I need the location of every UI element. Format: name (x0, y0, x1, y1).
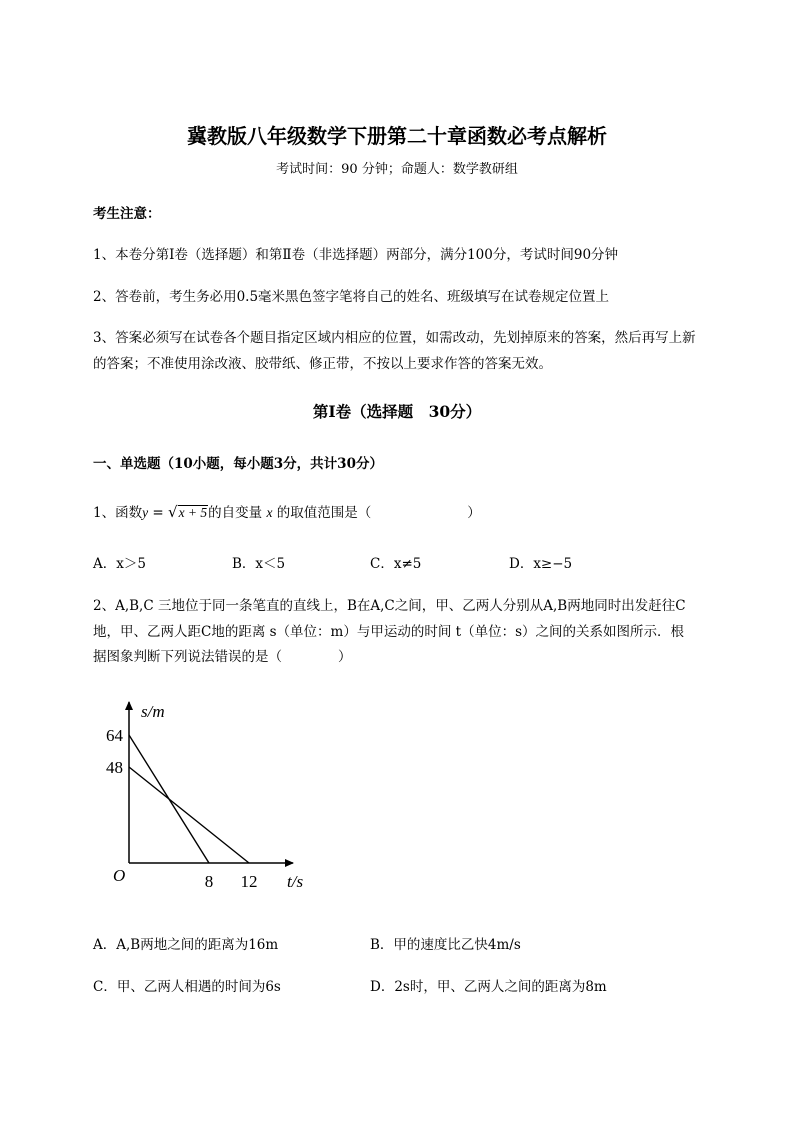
q1-y: y (142, 505, 149, 520)
q1-mid: 的自变量 (208, 505, 263, 521)
distance-time-graph (95, 695, 325, 900)
x-tick-label: 8 (204, 872, 214, 891)
part-heading: 一、单选题（10小题，每小题3分，共计30分） (93, 456, 383, 472)
q1-option-a: A．x＞5 (93, 556, 146, 572)
q1-option-d: D．x≥−5 (509, 556, 573, 572)
q2-line-1: 2、A,B,C 三地位于同一条笔直的直线上，B在A,C之间，甲、乙两人分别从A,B两地同时出发赶往C (93, 598, 686, 614)
q1-x: x (266, 505, 273, 520)
x-tick-label: 12 (240, 872, 258, 891)
x-axis-label: t/s (287, 872, 304, 891)
q1-close: ） (467, 505, 481, 521)
q1-eq: = (148, 505, 168, 521)
q2-option-d: D．2s时，甲、乙两人之间的距离为8m (370, 979, 607, 995)
y-axis-label: s/m (141, 702, 165, 721)
q2-option-a: A．A,B两地之间的距离为16m (93, 937, 279, 953)
question-1 (93, 501, 481, 521)
section-title: 第I卷（选择题 30分） (312, 402, 482, 421)
notice-item-1: 1、本卷分第I卷（选择题）和第Ⅱ卷（非选择题）两部分，满分100分，考试时间90分钟 (93, 247, 619, 263)
q1-option-b: B．x＜5 (232, 556, 286, 572)
notice-item-2: 2、答卷前，考生务必用0.5毫米黑色签字笔将自己的姓名、班级填写在试卷规定位置上 (93, 289, 610, 305)
q1-option-c: C．x≠5 (370, 556, 422, 572)
page-title: 冀教版八年级数学下册第二十章函数必考点解析 (187, 124, 607, 148)
origin-label: O (113, 866, 126, 885)
notice-item-3: 3、答案必须写在试卷各个题目指定区域内相应的位置，如需改动，先划掉原来的答案，然后再写上新 (93, 330, 696, 346)
sqrt-symbol: √ (168, 503, 178, 521)
series-line-2 (129, 767, 249, 863)
q1-radicand: x + 5 (178, 505, 208, 520)
notice-heading: 考生注意： (93, 206, 161, 222)
y-tick-label: 48 (106, 758, 123, 777)
q2-line-3-text: 据图象判断下列说法错误的是（ (93, 649, 282, 665)
q2-line-2: 地，甲、乙两人距C地的距离 s（单位：m）与甲运动的时间 t（单位：s）之间的关系如图所示．根 (93, 624, 684, 640)
q1-suffix: 的取值范围是（ (276, 505, 372, 521)
q2-close: ） (338, 649, 352, 665)
q1-prefix: 1、函数 (93, 505, 143, 521)
exam-info: 考试时间：90 分钟；命题人：数学教研组 (276, 162, 518, 177)
q2-option-c: C．甲、乙两人相遇的时间为6s (93, 979, 281, 995)
notice-item-3-cont: 的答案；不准使用涂改液、胶带纸、修正带，不按以上要求作答的答案无效。 (93, 356, 552, 372)
y-tick-label: 64 (106, 726, 123, 745)
q2-line-3 (93, 645, 352, 665)
q2-option-b: B．甲的速度比乙快4m/s (370, 937, 521, 953)
